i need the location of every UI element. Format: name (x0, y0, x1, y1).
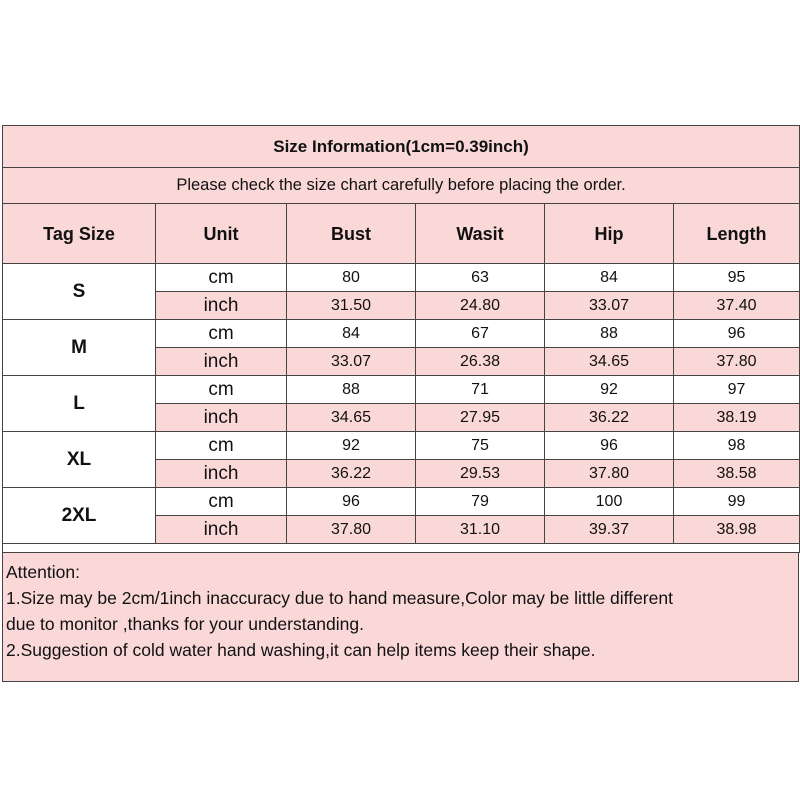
tag-size-cell: M (3, 320, 156, 376)
length-cell: 96 (674, 320, 800, 348)
header-hip: Hip (545, 204, 674, 264)
tag-size-cell: XL (3, 432, 156, 488)
waist-cell: 31.10 (416, 516, 545, 544)
size-table (2, 125, 800, 553)
bust-cell: 31.50 (287, 292, 416, 320)
waist-cell: 71 (416, 376, 545, 404)
bust-cell: 37.80 (287, 516, 416, 544)
length-cell: 37.40 (674, 292, 800, 320)
table-row (3, 320, 800, 348)
header-bust: Bust (287, 204, 416, 264)
bust-cell: 33.07 (287, 348, 416, 376)
tag-size-cell: S (3, 264, 156, 320)
attention-line-1a: 1.Size may be 2cm/1inch inaccuracy due to hand measure,Color may be little different (6, 588, 673, 608)
length-cell: 38.98 (674, 516, 800, 544)
header-tag-size: Tag Size (3, 204, 156, 264)
hip-cell: 34.65 (545, 348, 674, 376)
hip-cell: 33.07 (545, 292, 674, 320)
hip-cell: 37.80 (545, 460, 674, 488)
bust-cell: 96 (287, 488, 416, 516)
unit-cell: inch (156, 516, 287, 544)
chart-title: Size Information(1cm=0.39inch) (3, 126, 800, 168)
tag-size-cell: L (3, 376, 156, 432)
length-cell: 38.19 (674, 404, 800, 432)
unit-cell: cm (156, 488, 287, 516)
hip-cell: 84 (545, 264, 674, 292)
length-cell: 37.80 (674, 348, 800, 376)
attention-line-1b: due to monitor ,thanks for your understanding. (6, 614, 364, 634)
waist-cell: 26.38 (416, 348, 545, 376)
tag-size-cell: 2XL (3, 488, 156, 544)
unit-cell: inch (156, 292, 287, 320)
length-cell: 95 (674, 264, 800, 292)
length-cell: 38.58 (674, 460, 800, 488)
bust-cell: 80 (287, 264, 416, 292)
bust-cell: 92 (287, 432, 416, 460)
table-row (3, 432, 800, 460)
waist-cell: 63 (416, 264, 545, 292)
hip-cell: 39.37 (545, 516, 674, 544)
unit-cell: cm (156, 264, 287, 292)
hip-cell: 96 (545, 432, 674, 460)
waist-cell: 27.95 (416, 404, 545, 432)
unit-cell: inch (156, 348, 287, 376)
header-waist: Wasit (416, 204, 545, 264)
header-length: Length (674, 204, 800, 264)
bust-cell: 88 (287, 376, 416, 404)
waist-cell: 24.80 (416, 292, 545, 320)
attention-heading: Attention: (6, 562, 80, 582)
length-cell: 98 (674, 432, 800, 460)
hip-cell: 88 (545, 320, 674, 348)
table-row (3, 264, 800, 292)
size-chart (2, 125, 799, 678)
waist-cell: 67 (416, 320, 545, 348)
waist-cell: 79 (416, 488, 545, 516)
waist-cell: 29.53 (416, 460, 545, 488)
length-cell: 99 (674, 488, 800, 516)
waist-cell: 75 (416, 432, 545, 460)
attention-box (2, 553, 799, 682)
hip-cell: 92 (545, 376, 674, 404)
length-cell: 97 (674, 376, 800, 404)
bust-cell: 36.22 (287, 460, 416, 488)
unit-cell: cm (156, 432, 287, 460)
bust-cell: 34.65 (287, 404, 416, 432)
attention-line-2: 2.Suggestion of cold water hand washing,it can help items keep their shape. (6, 640, 596, 660)
hip-cell: 100 (545, 488, 674, 516)
unit-cell: inch (156, 404, 287, 432)
bust-cell: 84 (287, 320, 416, 348)
table-row (3, 376, 800, 404)
hip-cell: 36.22 (545, 404, 674, 432)
unit-cell: cm (156, 320, 287, 348)
unit-cell: cm (156, 376, 287, 404)
spacer-row (3, 544, 800, 553)
chart-notice: Please check the size chart carefully before placing the order. (3, 168, 800, 204)
unit-cell: inch (156, 460, 287, 488)
table-row (3, 488, 800, 516)
header-unit: Unit (156, 204, 287, 264)
